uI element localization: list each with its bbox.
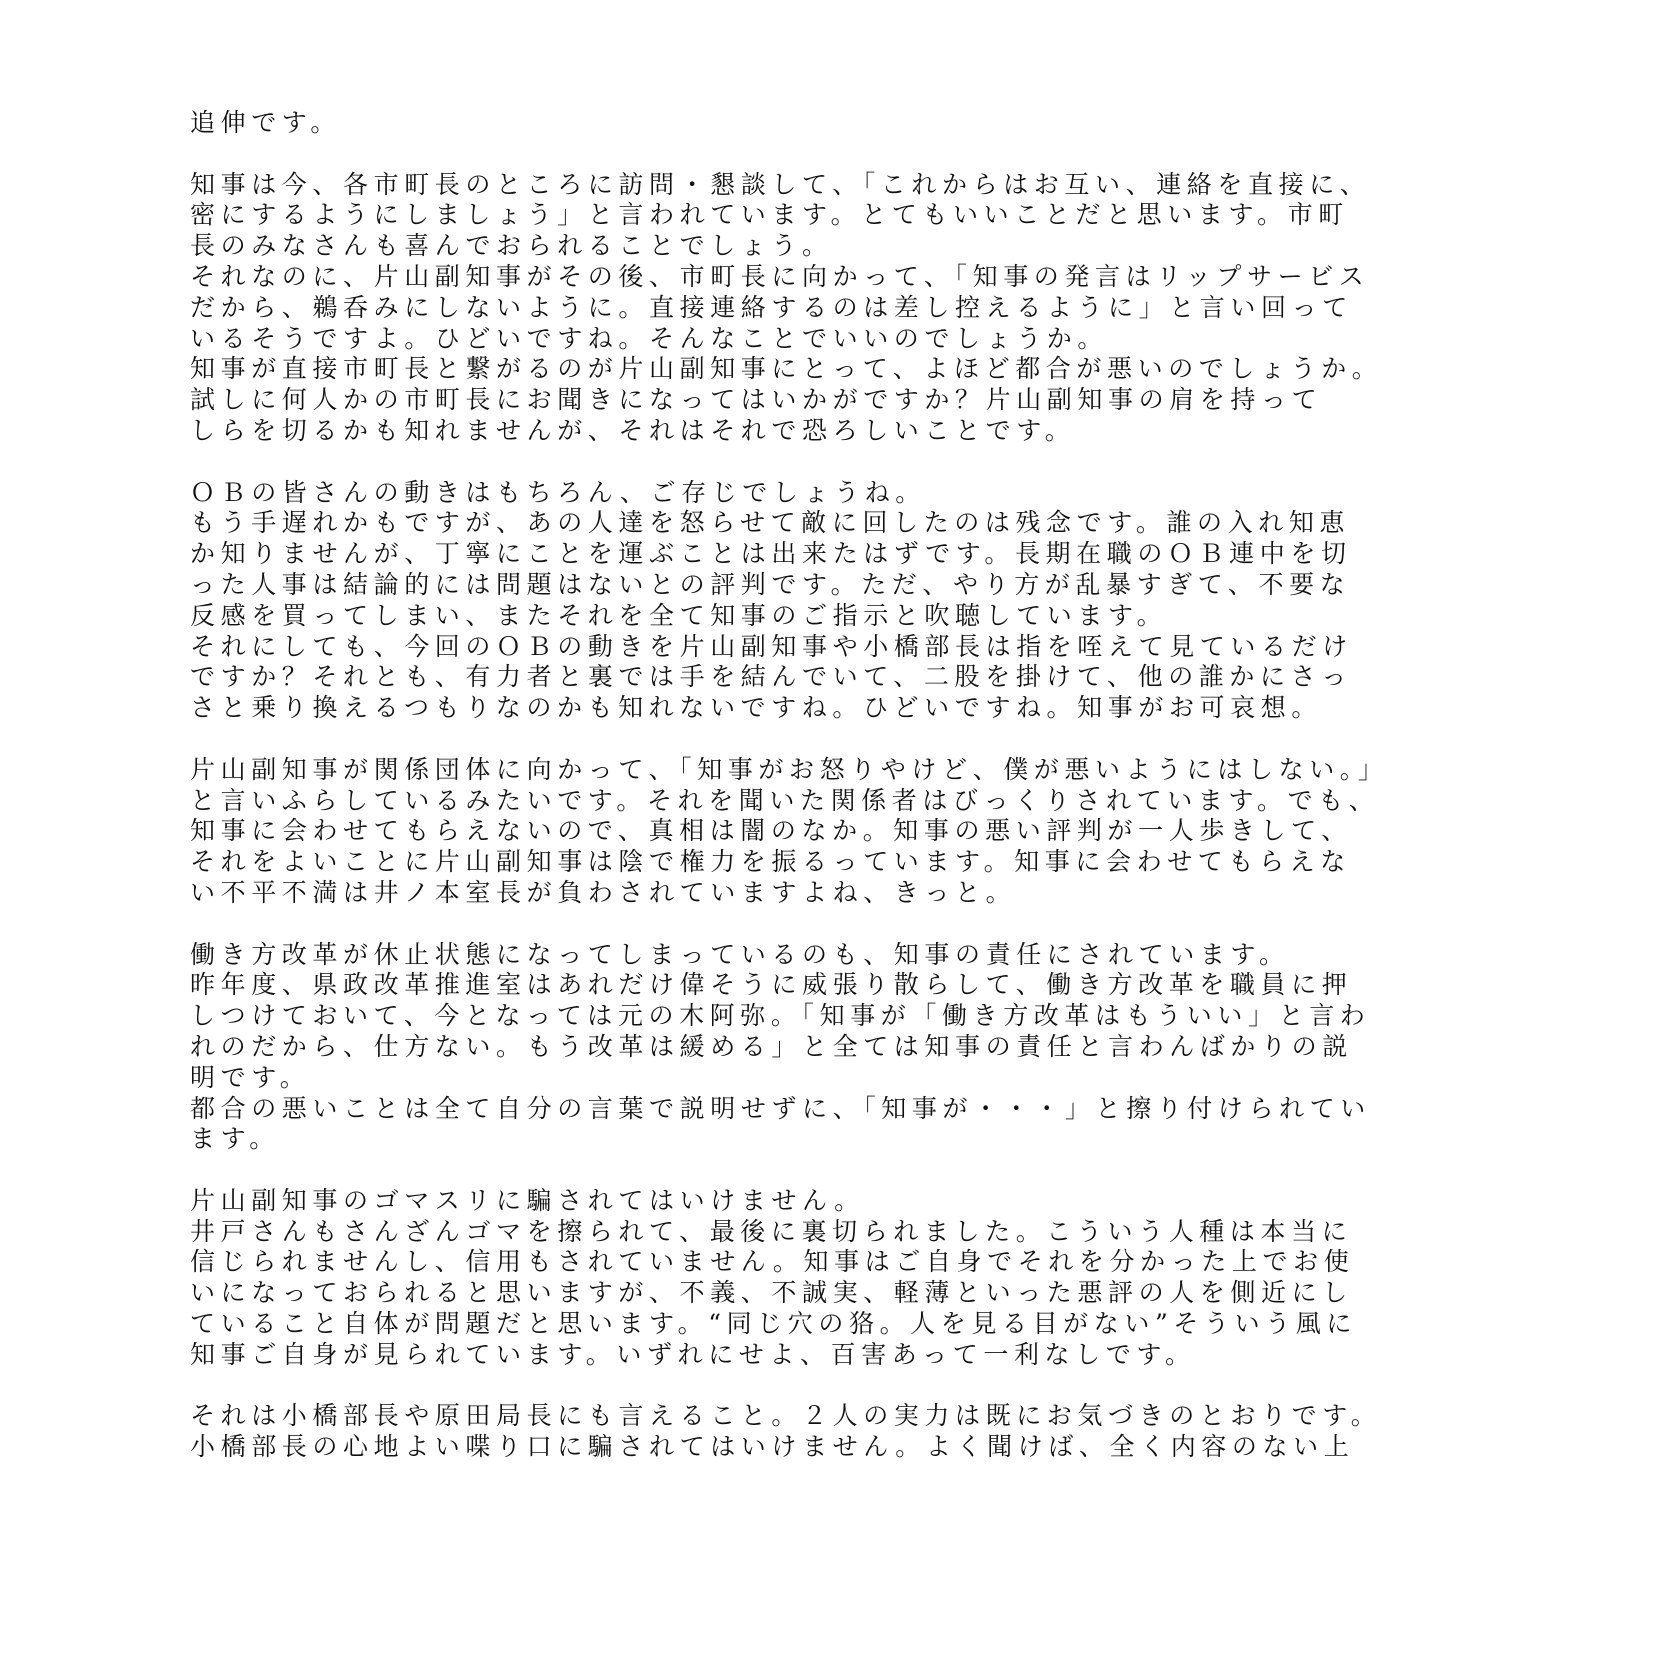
paragraph bbox=[190, 108, 1450, 139]
text-line: それは小橋部長や原田局長にも言えること。２人の実力は既にお気づきのとおりです。 bbox=[190, 1401, 1382, 1431]
text-line: 反感を買ってしまい、またそれを全て知事のご指示と吹聴しています。 bbox=[190, 600, 1168, 630]
text-line: いになっておられると思いますが、不義、不誠実、軽薄といった悪評の人を側近にし bbox=[190, 1278, 1353, 1308]
paragraph bbox=[190, 1401, 1450, 1463]
paragraph bbox=[190, 940, 1450, 1156]
paragraph-spacer bbox=[190, 139, 1450, 170]
text-line: 知事ご自身が見られています。いずれにせよ、百害あって一利なしです。 bbox=[190, 1339, 1196, 1369]
text-line: 試しに何人かの市町長にお聞きになってはいかがですか？片山副知事の肩を持って bbox=[190, 385, 1323, 415]
text-line: 昨年度、県政改革推進室はあれだけ偉そうに威張り散らして、働き方改革を職員に押 bbox=[190, 970, 1353, 1000]
text-line: それにしても、今回のＯＢの動きを片山副知事や小橋部長は指を咥えて見ているだけ bbox=[190, 631, 1353, 661]
text-line: 知事に会わせてもらえないので、真相は闇のなか。知事の悪い評判が一人歩きして、 bbox=[190, 816, 1352, 846]
text-line: 知事は今、各市町長のところに訪問・懇談して、「これからはお互い、連絡を直接に、 bbox=[190, 169, 1371, 199]
text-line: ます。 bbox=[190, 1124, 280, 1154]
paragraph-spacer bbox=[190, 724, 1450, 755]
text-line: それなのに、片山副知事がその後、市町長に向かって、「知事の発言はリップサービス bbox=[190, 261, 1370, 291]
paragraph-spacer bbox=[190, 909, 1450, 940]
text-line: 知事が直接市町長と繋がるのが片山副知事にとって、よほど都合が悪いのでしょうか。 bbox=[190, 354, 1383, 384]
paragraph-spacer bbox=[190, 1371, 1450, 1402]
text-line: 小橋部長の心地よい喋り口に騙されてはいけません。よく聞けば、全く内容のない上 bbox=[190, 1432, 1355, 1462]
text-line: 信じられませんし、信用もされていません。知事はご自身でそれを分かった上でお使 bbox=[190, 1247, 1355, 1277]
text-line: い不平不満は井ノ本室長が負わされていますよね、きっと。 bbox=[190, 877, 1017, 907]
text-line: 働き方改革が休止状態になってしまっているのも、知事の責任にされています。 bbox=[190, 939, 1290, 969]
paragraph bbox=[190, 170, 1450, 447]
text-line: 片山副知事のゴマスリに騙されてはいけません。 bbox=[190, 1185, 865, 1215]
text-line: ていること自体が問題だと思います。“同じ穴の狢。人を見る目がない”そういう風に bbox=[190, 1309, 1357, 1339]
text-line: さと乗り換えるつもりなのかも知れないですね。ひどいですね。知事がお可哀想。 bbox=[190, 693, 1322, 723]
paragraph-spacer bbox=[190, 1155, 1450, 1186]
text-line: 追伸です。 bbox=[190, 108, 342, 137]
document-body bbox=[190, 108, 1450, 1463]
text-line: ですか？それとも、有力者と裏では手を結んでいて、二股を掛けて、他の誰かにさっ bbox=[190, 662, 1352, 692]
text-line: ＯＢの皆さんの動きはもちろん、ご存じでしょうね。 bbox=[190, 477, 926, 507]
paragraph bbox=[190, 1186, 1450, 1371]
text-line: 長のみなさんも喜んでおられることでしょう。 bbox=[190, 231, 833, 261]
text-line: った人事は結論的には問題はないとの評判です。ただ、やり方が乱暴すぎて、不要な bbox=[190, 569, 1351, 599]
text-line: 片山副知事が関係団体に向かって、「知事がお怒りやけど、僕が悪いようにはしない。」 bbox=[190, 754, 1389, 784]
paragraph bbox=[190, 478, 1450, 724]
paragraph-spacer bbox=[190, 447, 1450, 478]
text-line: だから、鵜呑みにしないように。直接連絡するのは差し控えるように」と言い回って bbox=[190, 292, 1353, 322]
text-line: しつけておいて、今となっては元の木阿弥。「知事が「働き方改革はもういい」と言わ bbox=[190, 1001, 1371, 1031]
paragraph bbox=[190, 755, 1450, 909]
text-line: 明です。 bbox=[190, 1062, 311, 1092]
text-line: しらを切るかも知れませんが、それはそれで恐ろしいことです。 bbox=[190, 415, 1076, 445]
text-line: それをよいことに片山副知事は陰で権力を振るっています。知事に会わせてもらえな bbox=[190, 847, 1351, 877]
text-line: 密にするようにしましょう」と言われています。とてもいいことだと思います。市町 bbox=[190, 200, 1349, 230]
text-line: もう手遅れかもですが、あの人達を怒らせて敵に回したのは残念です。誰の入れ知恵 bbox=[190, 508, 1351, 538]
text-line: 都合の悪いことは全て自分の言葉で説明せずに、「知事が・・・」と擦り付けられてい bbox=[190, 1093, 1371, 1123]
text-line: 井戸さんもさんざんゴマを擦られて、最後に裏切られました。こういう人種は本当に bbox=[190, 1216, 1353, 1246]
text-line: いるそうですよ。ひどいですね。そんなことでいいのでしょうか。 bbox=[190, 323, 1109, 353]
text-line: か知りませんが、丁寧にことを運ぶことは出来たはずです。長期在職のＯＢ連中を切 bbox=[190, 539, 1352, 569]
text-line: と言いふらしているみたいです。それを聞いた関係者はびっくりされています。でも、 bbox=[190, 785, 1380, 815]
text-line: れのだから、仕方ない。もう改革は緩める」と全ては知事の責任と言わんばかりの説 bbox=[190, 1031, 1353, 1061]
